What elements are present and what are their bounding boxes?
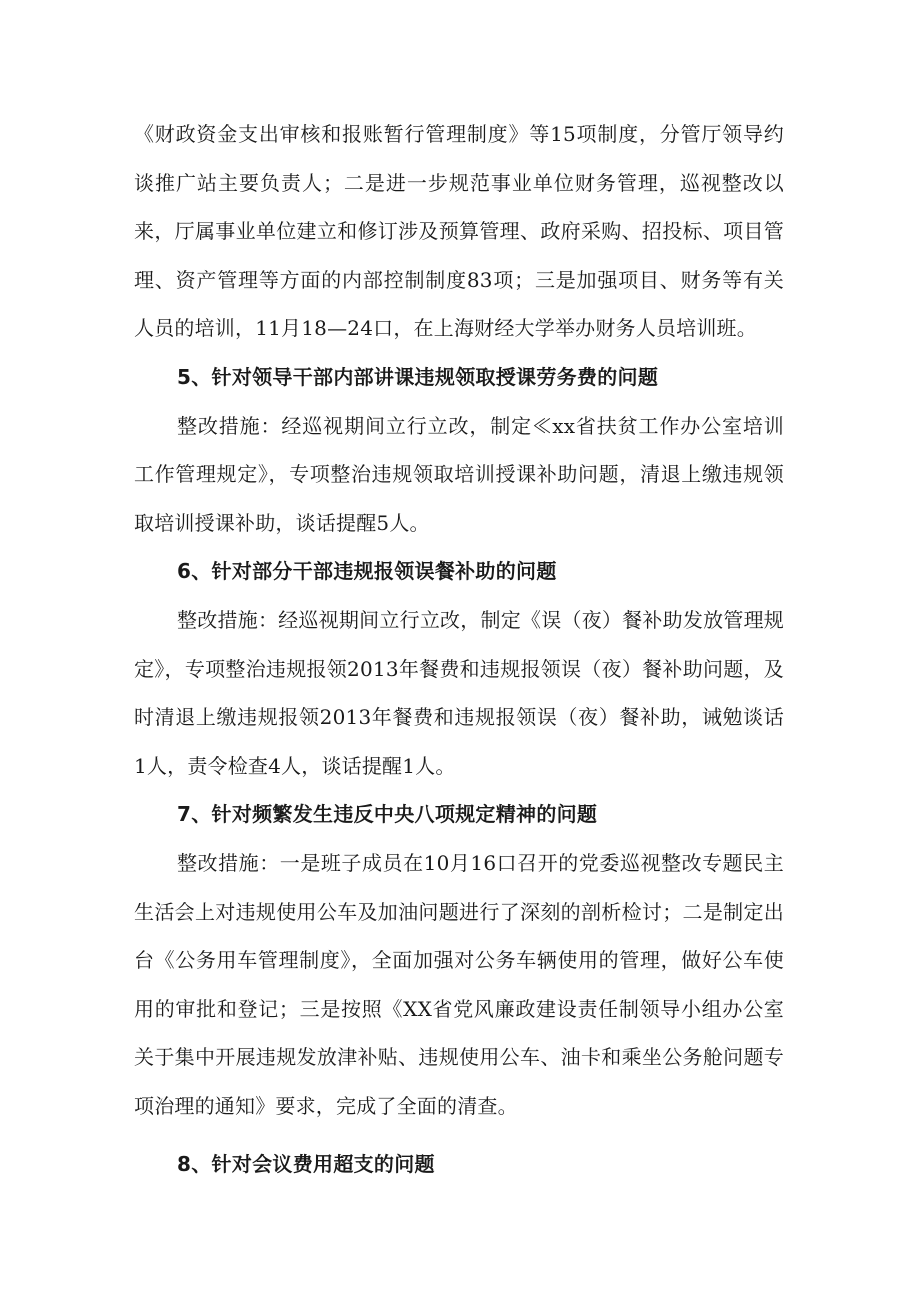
- heading-item-7: 7、针对频繁发生违反中央八项规定精神的问题: [177, 802, 598, 827]
- heading-item-5: 5、针对领导干部内部讲课违规领取授课劳务费的问题: [177, 364, 659, 389]
- document-body: [134, 110, 784, 1189]
- heading-item-6: 6、针对部分干部违规报领误餐补助的问题: [177, 559, 557, 584]
- paragraph-rectification-continued: 《财政资金支出审核和报账暂行管理制度》等15项制度，分管厅领导约谈推广站主要负责人；二是进一步规范事业单位财务管理，巡视整改以来，厅属事业单位建立和修订涉及预算管理、政府采购、招投标、项目管理、资产管理等方面的内部控制制度83项；三是加强项目、财务等有关人员的培训，11月18—24口，在上海财经大学举办财务人员培训班。: [134, 122, 784, 341]
- paragraph-item-7-measures: 整改措施：一是班子成员在10月16口召开的党委巡视整改专题民主生活会上对违规使用公车及加油问题进行了深刻的剖析检讨；二是制定出台《公务用车管理制度》，全面加强对公务车辆使用的管理，做好公车使用的审批和登记；三是按照《XX省党风廉政建设责任制领导小组办公室关于集中开展违规发放津补贴、违规使用公车、油卡和乘坐公务舱问题专项治理的通知》要求，完成了全面的清查。: [134, 850, 784, 1118]
- paragraph-item-6-measures: 整改措施：经巡视期间立行立改，制定《误（夜）餐补助发放管理规定》，专项整治违规报领2013年餐费和违规报领误（夜）餐补助问题，及时清退上缴违规报领2013年餐费和违规报领误（夜）餐补助，诫勉谈话1人，责令检查4人，谈话提醒1人。: [134, 607, 784, 778]
- heading-item-8: 8、针对会议费用超支的问题: [177, 1152, 435, 1177]
- paragraph-item-5-measures: 整改措施：经巡视期间立行立改，制定≪xx省扶贫工作办公室培训工作管理规定》，专项整治违规领取培训授课补助问题，清退上缴违规领取培训授课补助，谈话提醒5人。: [134, 413, 784, 535]
